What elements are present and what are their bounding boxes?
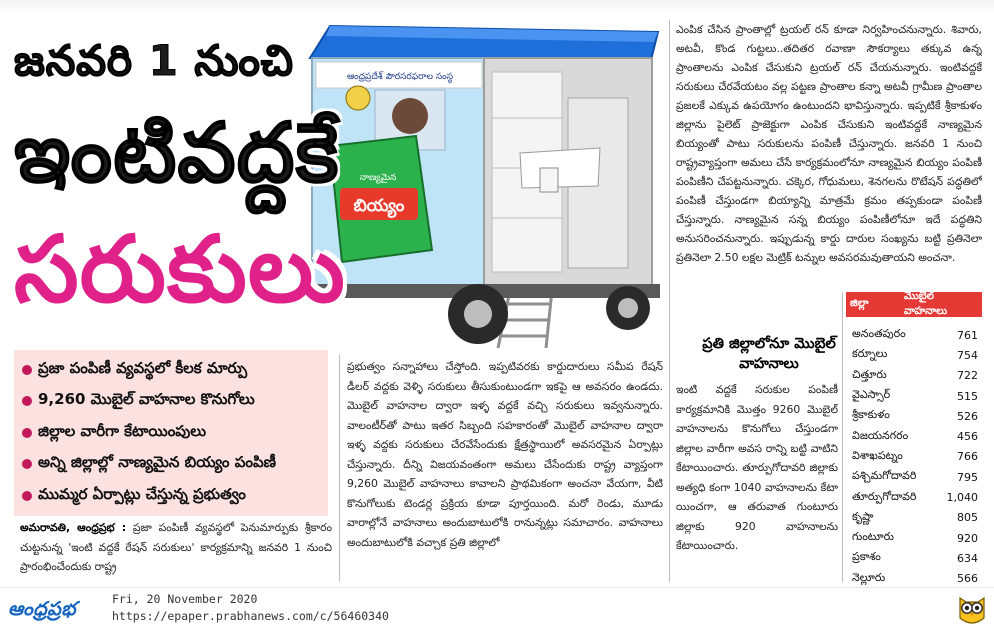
column-divider xyxy=(842,292,843,582)
headline-line-2: ఇంటివద్దకే xyxy=(14,106,340,201)
bullet-icon xyxy=(22,365,32,375)
bag-main-text: బియ్యం xyxy=(353,196,405,216)
highlights-box xyxy=(14,350,328,516)
table-row: వైఎస్సార్ 515 xyxy=(852,388,978,403)
hero-image-area xyxy=(0,18,662,348)
table-row: కర్నూలు 754 xyxy=(852,347,978,362)
bullet-icon xyxy=(22,428,32,438)
table-header xyxy=(846,289,982,317)
highlight-item: 9,260 మొబైల్ వాహనాల కొనుగోలు xyxy=(22,386,320,418)
owl-mascot-icon[interactable] xyxy=(956,592,988,626)
table-body xyxy=(846,317,982,589)
edition-date: Fri, 20 November 2020 xyxy=(112,592,258,606)
table-row: శ్రీకాకుళం 526 xyxy=(852,408,978,423)
column-divider xyxy=(339,354,340,582)
table-row: విశాఖపట్నం 766 xyxy=(852,448,978,464)
table-row: అనంతపురం 761 xyxy=(852,327,978,342)
headline-line-3: సరుకులు xyxy=(14,216,346,323)
table-row: చిత్తూరు 722 xyxy=(852,367,978,383)
top-edge-strip xyxy=(0,0,994,14)
van-banner-text: ఆంధ్రప్రదేశ్ పౌరసరఫరాల సంస్థ xyxy=(346,72,454,82)
highlight-item: ప్రజా పంపిణీ వ్యవస్థలో కీలక మార్పు xyxy=(22,354,320,386)
article-column-2: ప్రభుత్వం సన్నాహాలు చేస్తోంది. ఇప్పటివరకు కార్డుదారులు సమీప రేషన్ డీలర్ వద్దకు వెళ్ళి సరుకులు తీసుకుంటుండగా ఇకపై ఆ అవసరం ఉండదు. మొబైల్ వాహనాల ద్వారా ఇళ్ళ వద్దకే వచ్చి సరుకులు ఇవ్వనున్నారు. వాలంటీర్‌తో పాటు ఇతర సిబ్బంది సహకారంతో మొబైల్ వాహనాల ద్వారా ఇళ్ళ వద్దకు సరుకులు చేరవేసేందుకు క్షేత్రస్థాయిలో అవసరమైన ఏర్పాట్లు చేస్తున్నారు. దీన్ని విజయవంతంగా అమలు చేసేందుకు రాష్ట్ర వ్యాప్తంగా 9,260 మొబైల్ వాహనాలు కావాలని ప్రాథమికంగా అంచనా వేయగా, వీటి కొనుగోలుకు టెండర్ల ప్రక్రియ కూడా పూర్తయింది. మరో రెండు, మూడు వారాల్లోనే వాహనాలు అందుబాటులోకి రానున్నట్లు సమాచారం. వాహనాలు అందుబాటులోకి వచ్చాక ప్రతి జిల్లాలో xyxy=(347,360,663,549)
table-row: తూర్పుగోదావరి 1,040 xyxy=(852,489,978,505)
table-row: నెల్లూరు 566 xyxy=(852,570,978,586)
headline-line-1: జనవరి 1 నుంచి xyxy=(14,36,294,85)
bullet-icon xyxy=(22,396,32,406)
column-divider xyxy=(669,20,670,582)
article-column-4: ఇంటి వద్దకే సరుకుల పంపిణీ కార్యక్రమానికి మొత్తం 9260 మొబైల్ వాహనాలను కొనుగోలు చేస్తుండగా జిల్లాల వారీగా అవస రాన్ని బట్టి వాటిని కేటాయించారు. తూర్పుగోదావరి జిల్లాకు అత్యధి కంగా 1040 వాహనాలను కేటా యించగా, ఆ తరువాత గుంటూరు జిల్లాకు 920 వాహనాలను కేటాయించారు. xyxy=(676,383,838,552)
header-vehicles: మొబైల్ వాహనాలు xyxy=(904,289,948,317)
table-row: విజయనగరం 456 xyxy=(852,428,978,444)
andhraprabha-logo[interactable]: ఆంధ్రప్రభ xyxy=(8,598,76,620)
epaper-footer xyxy=(0,587,994,629)
article-text-1: ప్రజా పంపిణీ వ్యవస్థలో పెనుమార్పుకు శ్రీకారం చుట్టనున్న 'ఇంటి వద్దకే రేషన్ సరుకులు' కార్యక్రమాన్ని జనవరి 1 నుంచి ప్రారంభించేందుకు రాష్ట్ర xyxy=(20,521,332,573)
header-district: జిల్లా xyxy=(850,297,869,309)
bullet-icon xyxy=(22,491,32,501)
highlight-item: ముమ్మర ఏర్పాట్లు చేస్తున్న ప్రభుత్వం xyxy=(22,480,320,512)
article-column-3: ఎంపిక చేసిన ప్రాంతాల్లో ట్రయల్ రన్ కూడా నిర్వహించనున్నారు. శివారు, అటవీ, కొండ గుట్టలు..తదితర రవాణా సౌకర్యాలు తక్కువ ఉన్న ప్రాంతాలను ఎంపిక చేసుకుని ట్రయల్ రన్ చేయనున్నారు. ఇంటివద్దకే సరుకులు చేరవేయటం వల్ల పట్టణ ప్రాంతాల కన్నా అటవీ గ్రామీణ ప్రాంతాల ప్రజలకే ఎక్కువ ఉపయోగం ఉంటుందని భావిస్తున్నారు. ఇప్పటికే శ్రీకాకుళం జిల్లాను పైలెట్ ప్రాజెక్టుగా ఎంపిక చేసుకుని ఇంటివద్దకే నాణ్యమైన బియ్యంతో పాటు సరుకులను పంపిణీ చేస్తున్నారు. జనవరి 1 నుంచి రాష్ట్రవ్యాప్తంగా అమలు చేసే కార్యక్రమంలోనూ నాణ్యమైన బియ్యం పంపిణీ పంపిణీని చేపట్టనున్నారు. చక్కెర, గోధుమలు, శెనగలను రొటేషన్ పద్ధతిలో పంపిణీ చేస్తుండగా బియ్యాన్ని మాత్రమే క్రమం తప్పకుండా పంపిణీ చేస్తున్నారు. నాణ్యమైన సన్న బియ్యం పంపిణీలోనూ ఇదే పద్ధతిని అనుసరించనున్నారు. ఇప్పుడున్న కార్డు దారుల సంఖ్యను బట్టి ప్రతినెలా ప్రతినెలా 2.50 లక్షల మెట్రిక్ టన్నుల అవసరమవుతాయని అంచనా. xyxy=(676,23,982,264)
table-row: ప్రకాశం 634 xyxy=(852,550,978,565)
table-row: కృష్ణా 805 xyxy=(852,509,978,525)
article-subheading: ప్రతి జిల్లాలోనూ మొబైల్ వాహనాలు xyxy=(702,336,836,372)
highlight-item: అన్ని జిల్లాల్లో నాణ్యమైన బియ్యం పంపిణీ xyxy=(22,449,320,481)
bag-top-text: నాణ్యమైన xyxy=(359,173,397,183)
table-row: గుంటూరు 920 xyxy=(852,530,978,545)
bullet-icon xyxy=(22,459,32,469)
clip-url-link[interactable]: https://epaper.prabhanews.com/c/56460340 xyxy=(112,609,389,623)
article-column-1 xyxy=(20,518,332,578)
table-row: పశ్చిమగోదావరి 795 xyxy=(852,469,978,484)
highlight-item: జిల్లాల వారీగా కేటాయింపులు xyxy=(22,417,320,449)
article-dateline: అమరావతి, ఆంధ్రప్రభ : xyxy=(20,521,127,534)
district-vehicle-table xyxy=(846,289,982,586)
